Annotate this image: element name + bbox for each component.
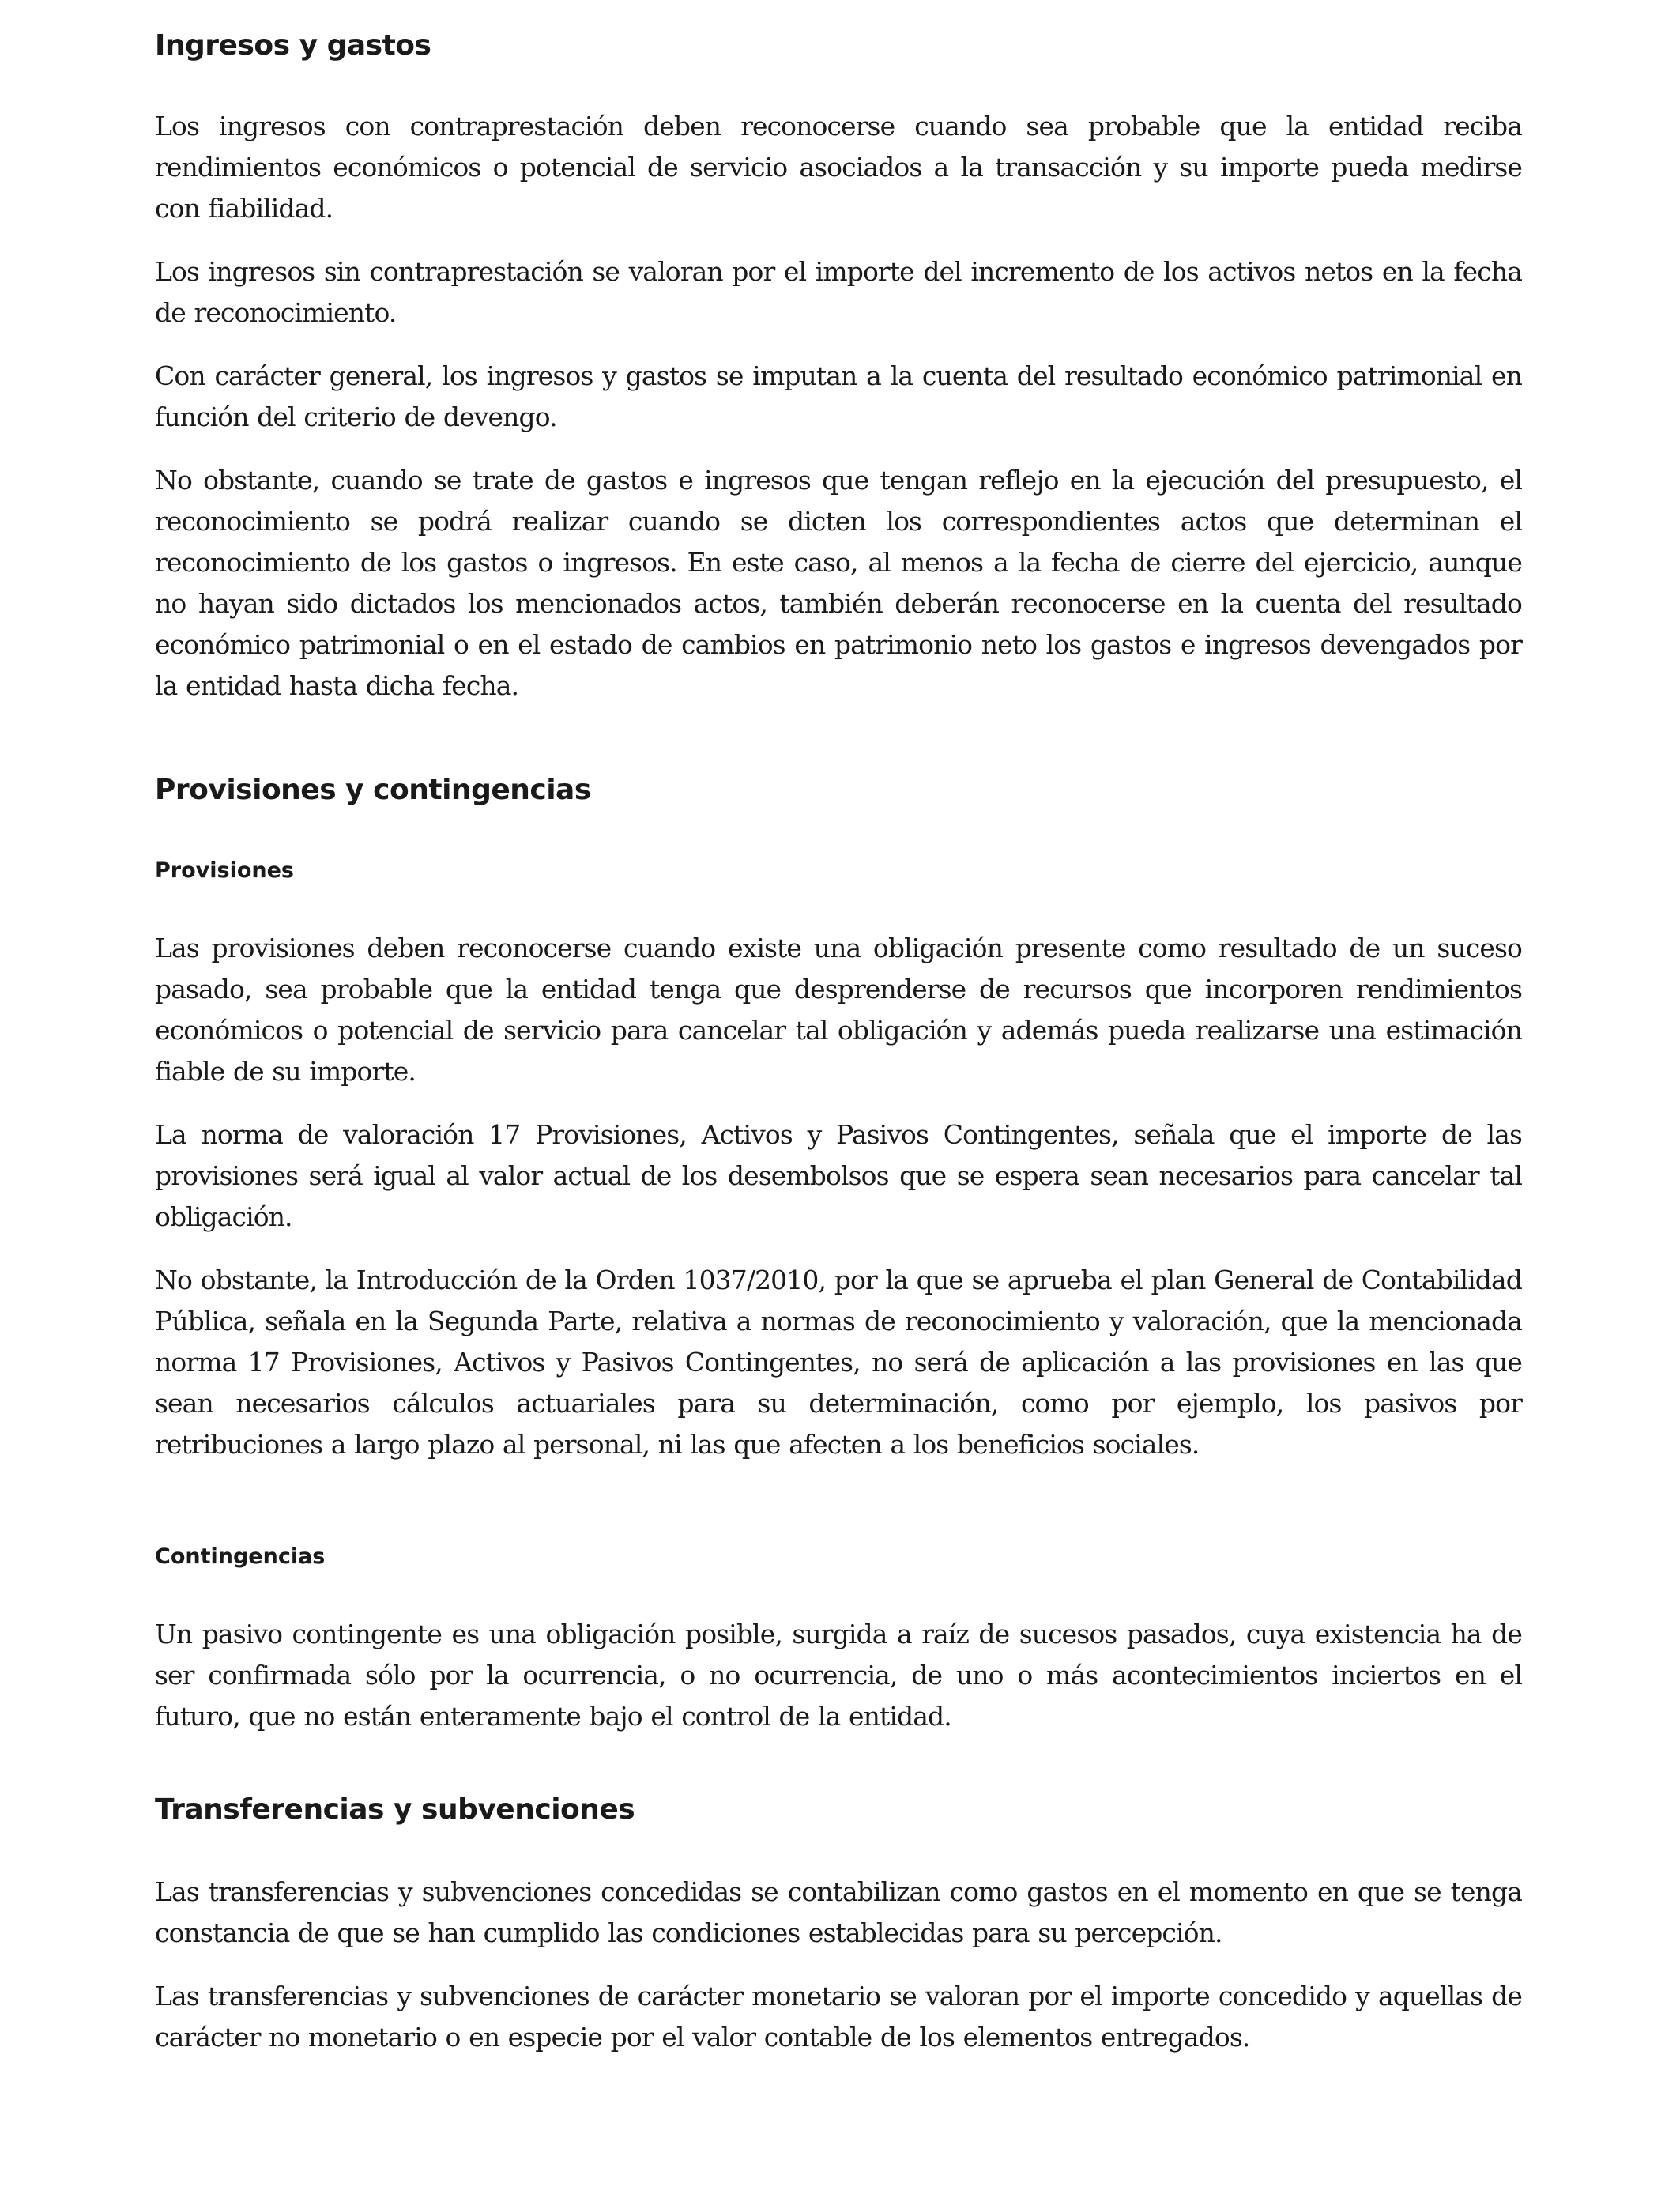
- paragraph: Las transferencias y subvenciones concedidas se contabilizan como gastos en el momento en que se tenga constancia de que se han cumplido las condiciones establecidas para su percepción.: [155, 1876, 1522, 1948]
- subheading-provisiones: Provisiones: [155, 858, 294, 883]
- paragraph: La norma de valoración 17 Provisiones, Activos y Pasivos Contingentes, señala que el importe de las provisiones será igual al valor actual de los desembolsos que se espera sean necesarios para cancelar tal obligación.: [155, 1119, 1522, 1232]
- paragraph: Los ingresos sin contraprestación se valoran por el importe del incremento de los activos netos en la fecha de reconocimiento.: [155, 256, 1522, 328]
- paragraph: Con carácter general, los ingresos y gastos se imputan a la cuenta del resultado económico patrimonial en función del criterio de devengo.: [155, 360, 1522, 432]
- paragraph: No obstante, cuando se trate de gastos e ingresos que tengan reflejo en la ejecución del presupuesto, el reconocimiento se podrá realizar cuando se dicten los correspondientes actos que determinan el reconocimiento de los gastos o ingresos. En este caso, al menos a la fecha de cierre del ejercicio, aunque no hayan sido dictados los mencionados actos, también deberán reconocerse en la cuenta del resultado económico patrimonial o en el estado de cambios en patrimonio neto los gastos e ingresos devengados por la entidad hasta dicha fecha.: [155, 465, 1522, 701]
- paragraph: Los ingresos con contraprestación deben reconocerse cuando sea probable que la entidad reciba rendimientos económicos o potencial de servicio asociados a la transacción y su importe pueda medirse con fiabilidad.: [155, 111, 1522, 224]
- heading-ingresos-gastos: Ingresos y gastos: [155, 29, 431, 62]
- paragraph: Las transferencias y subvenciones de carácter monetario se valoran por el importe concedido y aquellas de carácter no monetario o en especie por el valor contable de los elementos entregados.: [155, 1981, 1522, 2053]
- document-page: [155, 27, 1522, 2058]
- heading-provisiones-contingencias: Provisiones y contingencias: [155, 774, 591, 806]
- paragraph: No obstante, la Introducción de la Orden 1037/2010, por la que se aprueba el plan General de Contabilidad Pública, señala en la Segunda Parte, relativa a normas de reconocimiento y valoración, que la mencionada norma 17 Provisiones, Activos y Pasivos Contingentes, no será de aplicación a las provisiones en las que sean necesarios cálculos actuariales para su determinación, como por ejemplo, los pasivos por retribuciones a largo plazo al personal, ni las que afecten a los beneficios sociales.: [155, 1265, 1522, 1460]
- subheading-contingencias: Contingencias: [155, 1544, 326, 1569]
- heading-transferencias-subvenciones: Transferencias y subvenciones: [155, 1793, 635, 1826]
- paragraph: Las provisiones deben reconocerse cuando existe una obligación presente como resultado de un suceso pasado, sea probable que la entidad tenga que desprenderse de recursos que incorporen rendimientos económicos o potencial de servicio para cancelar tal obligación y además pueda realizarse una estimación fiable de su importe.: [155, 933, 1522, 1087]
- paragraph: Un pasivo contingente es una obligación posible, surgida a raíz de sucesos pasados, cuya existencia ha de ser confirmada sólo por la ocurrencia, o no ocurrencia, de uno o más acontecimientos inciertos en el futuro, que no están enteramente bajo el control de la entidad.: [155, 1619, 1522, 1732]
